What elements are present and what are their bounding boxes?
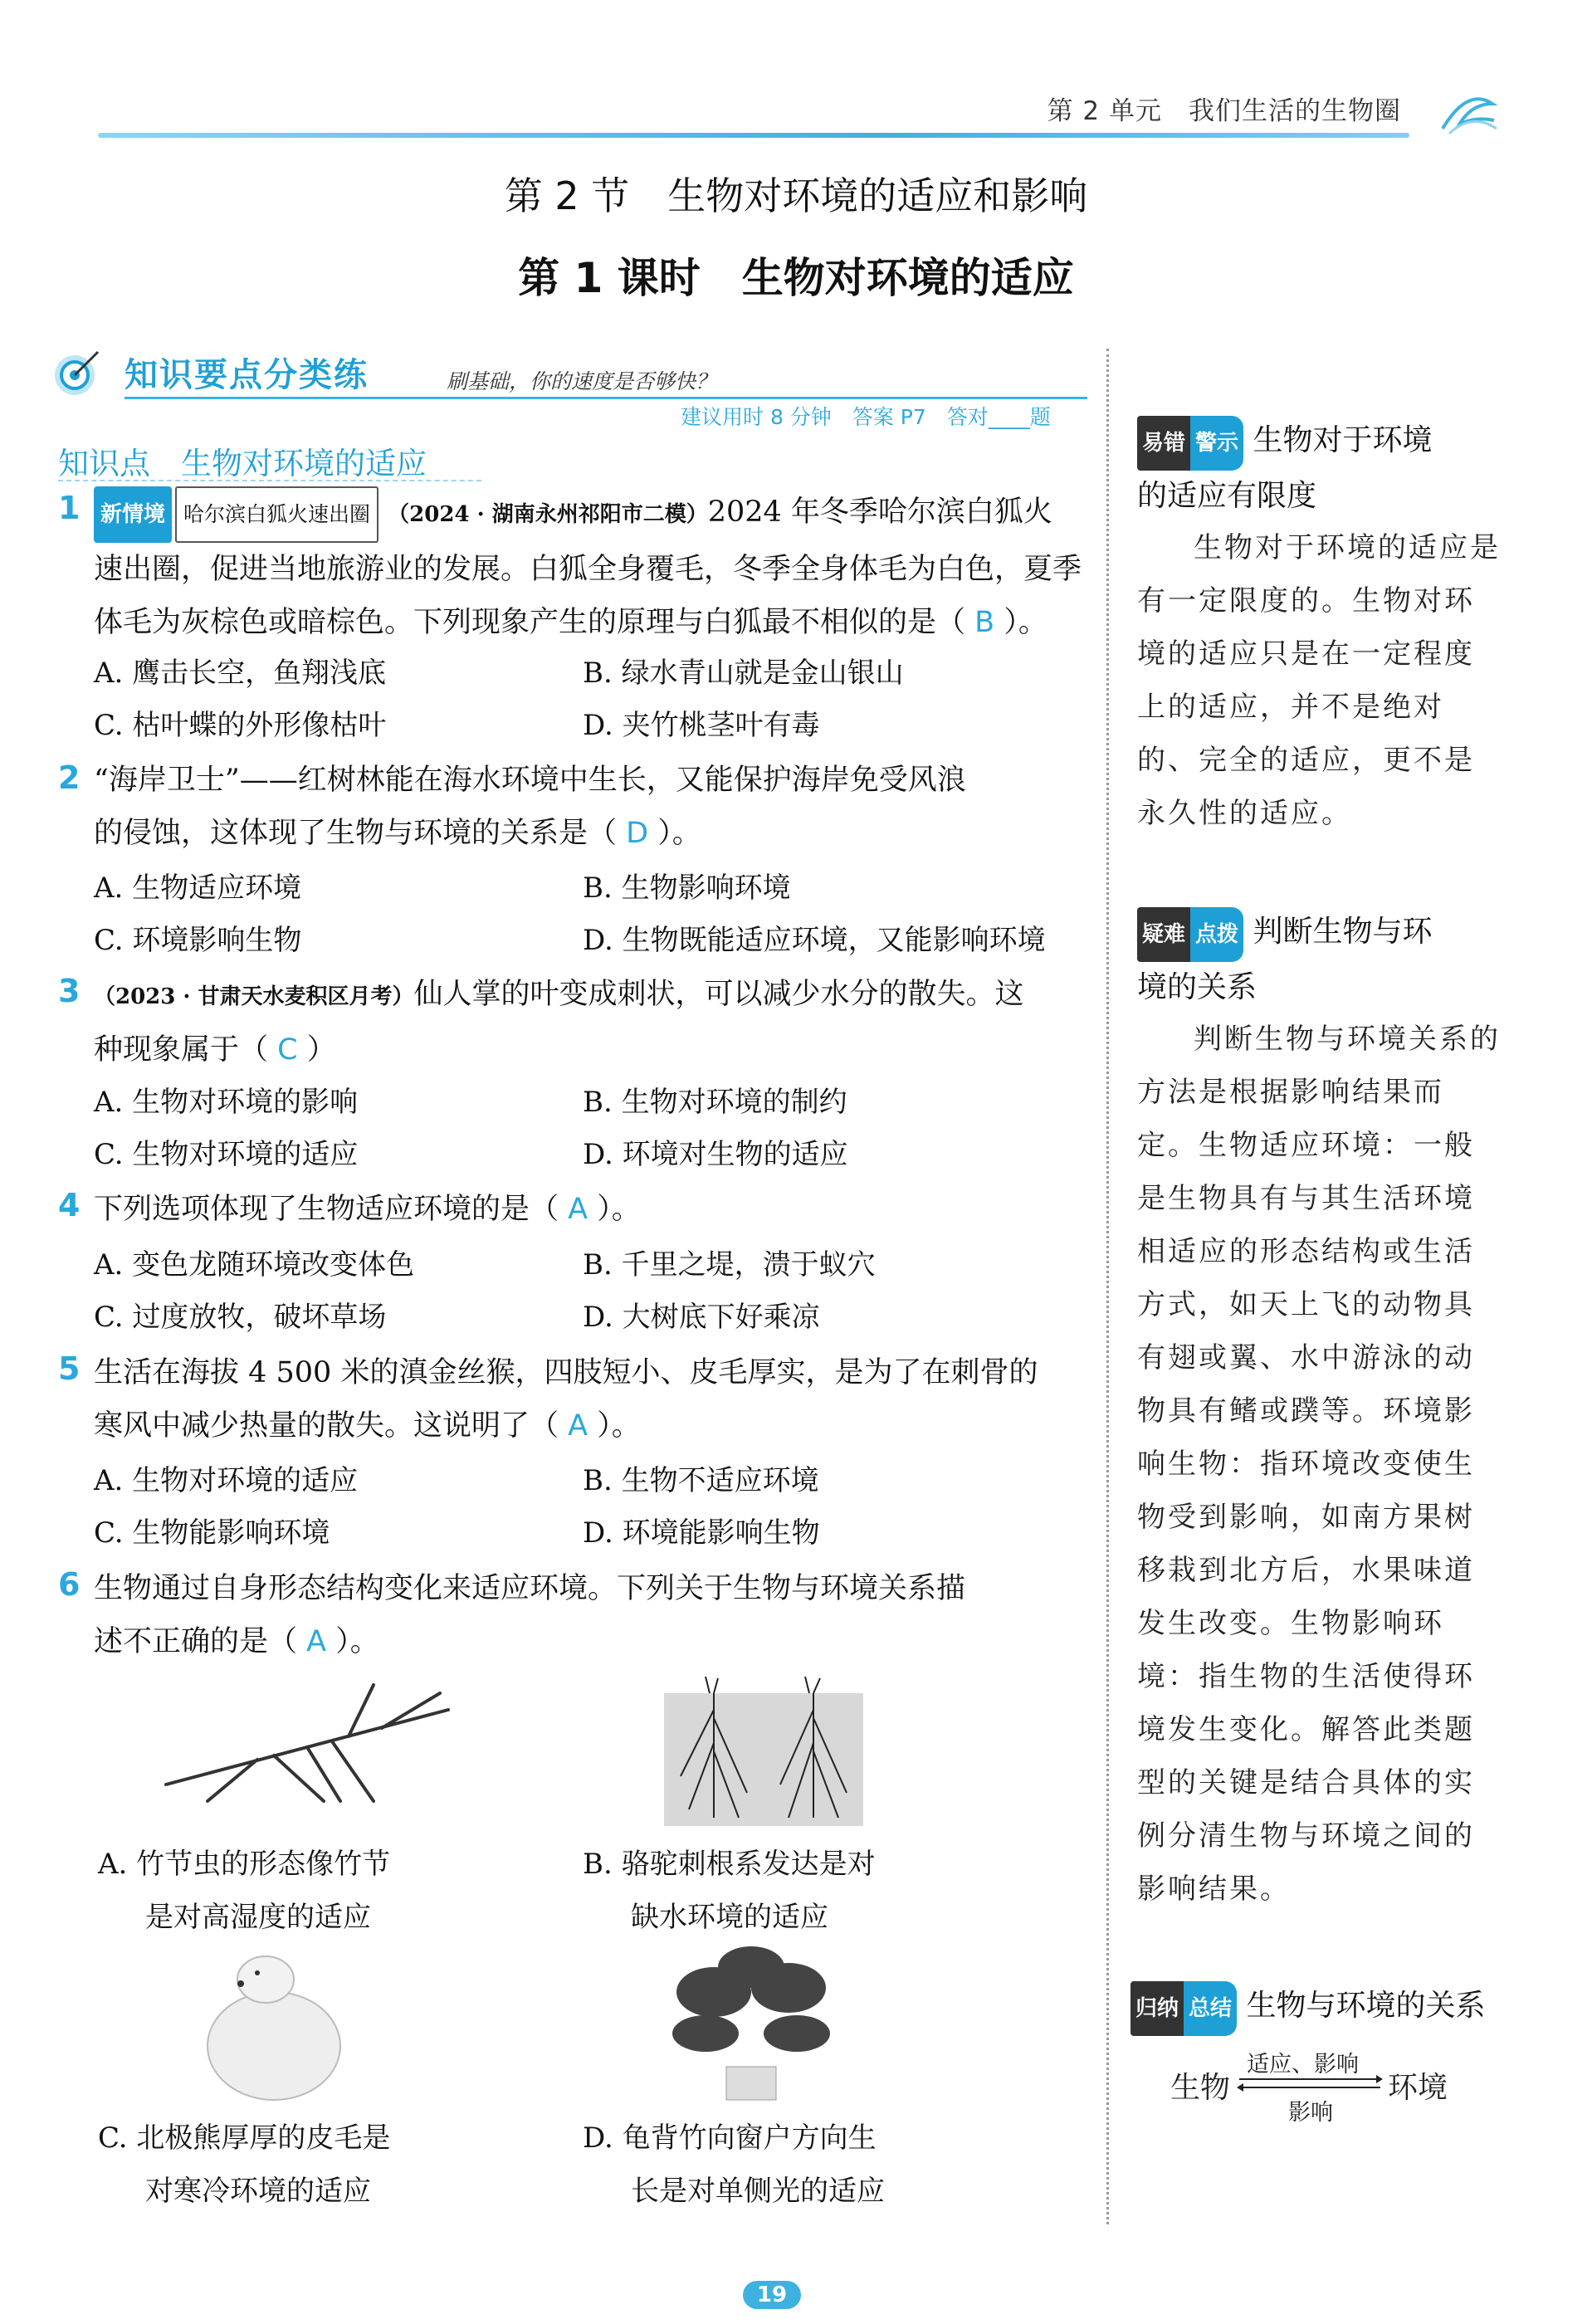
stem-line: 种现象属于（ (94, 1033, 269, 1067)
tag-part: 点拨 (1190, 907, 1243, 962)
sidebar-tag (1131, 1981, 1237, 2036)
question-5-stem (94, 1346, 1131, 1452)
target-icon (51, 349, 101, 398)
sidebar-title: 判断生物与环 (1253, 915, 1433, 949)
column-divider (1106, 349, 1109, 2224)
question-number: 4 (58, 1187, 81, 1223)
banner-rule (125, 397, 1087, 399)
question-4-stem (94, 1183, 1131, 1236)
option-b: B. 生物影响环境 (583, 872, 791, 905)
answer: A (306, 1625, 327, 1658)
option-d-line-2: 长是对单侧光的适应 (631, 2175, 885, 2208)
option-b: B. 绿水青山就是金山银山 (583, 657, 904, 690)
option-d: D. 生物既能适应环境，又能影响环境 (583, 924, 1046, 957)
option-b: B. 生物不适应环境 (583, 1464, 819, 1497)
option-d: D. 龟背竹向窗户方向生 (583, 2121, 877, 2155)
sidebar-title: 生物与环境的关系 (1246, 1989, 1486, 2023)
option-a: A. 生物适应环境 (94, 872, 302, 905)
swirl-logo-icon (1434, 79, 1501, 145)
diagram-right: 环境 (1388, 2071, 1448, 2105)
banner-title: 知识要点分类练 (125, 356, 369, 394)
tag-part: 警示 (1190, 416, 1243, 471)
option-c: C. 环境影响生物 (94, 924, 302, 957)
stem-line: 生物通过自身形态结构变化来适应环境。下列关于生物与环境关系描 (94, 1572, 966, 1605)
sidebar-body: 生物对于环境的适应是有一定限度的。生物对环境的适应只是在一定程度上的适应，并不是绝对的、完全的适应，更不是永久性的适应。 (1137, 531, 1501, 830)
question-2-stem (94, 754, 1131, 860)
banner-meta: 建议用时 8 分钟 答案 P7 答对____题 (681, 405, 1051, 429)
sidebar-title: 生物对于环境 (1253, 423, 1433, 457)
option-b: B. 千里之堤，溃于蚁穴 (583, 1248, 876, 1282)
relation-diagram (1170, 2046, 1502, 2126)
option-c: C. 生物对环境的适应 (94, 1138, 359, 1171)
lesson-title: 第 1 课时 生物对环境的适应 (518, 254, 1074, 302)
polar-bear-image (174, 1946, 357, 2104)
topic-tag: 哈尔滨白狐火速出圈 (175, 486, 378, 543)
option-d: D. 大树底下好乘凉 (583, 1301, 820, 1334)
answer: A (568, 1409, 588, 1443)
sidebar-tag (1137, 907, 1243, 962)
answer: B (974, 606, 995, 639)
option-d: D. 环境对生物的适应 (583, 1138, 848, 1171)
camel-thorn-roots-image (664, 1677, 863, 1826)
banner-subtitle: 刷基础，你的速度是否够快？ (447, 369, 717, 393)
stem-line: 生活在海拔 4 500 米的滇金丝猴，四肢短小、皮毛厚实，是为了在刺骨的 (94, 1356, 1038, 1389)
option-a: A. 变色龙随环境改变体色 (94, 1248, 415, 1282)
monstera-plant-image (664, 1942, 838, 2108)
question-number: 1 (58, 490, 81, 526)
unit-header: 第 2 单元 我们生活的生物圈 (1047, 96, 1401, 126)
option-c-line-2: 对寒冷环境的适应 (145, 2175, 371, 2208)
question-number: 3 (58, 973, 81, 1009)
new-context-tag: 新情境 (94, 486, 172, 543)
sidebar-note-3 (1131, 1980, 1521, 2036)
stem-line: 述不正确的是（ (94, 1625, 298, 1658)
stem-end: ）。 (335, 1625, 379, 1658)
stem-line: 体毛为灰棕色或暗棕色。下列现象产生的原理与白狐最不相似的是（ (94, 606, 966, 639)
stem-end: ）。 (657, 817, 701, 850)
option-c: C. 枯叶蝶的外形像枯叶 (94, 709, 387, 742)
option-c: C. 过度放牧，破坏草场 (94, 1301, 387, 1334)
question-number: 5 (58, 1350, 81, 1387)
sidebar-body: 判断生物与环境关系的方法是根据影响结果而定。生物适应环境：一般是生物具有与其生活环境相适应的形态结构或生活方式，如天上飞的动物具有翅或翼、水中游泳的动物具有鳍或蹼等。环境影响生物：指环境改变使生物受到影响，如南方果树移栽到北方后，水果味道发生改变。生物影响环境：指生物的生活使得环境发生变化。解答此类题型的关键是结合具体的实例分清生物与环境之间的影响结果。 (1137, 1023, 1501, 1906)
knowledge-point-rule (58, 480, 481, 483)
option-a: A. 竹节虫的形态像竹节 (98, 1848, 391, 1881)
question-1-stem (94, 486, 1131, 649)
stem-line: 下列选项体现了生物适应环境的是（ (94, 1193, 559, 1226)
sidebar-note-1 (1137, 415, 1527, 522)
option-a-line-2: 是对高湿度的适应 (145, 1901, 371, 1934)
stem-line: 寒风中减少热量的散失。这说明了（ (94, 1409, 559, 1443)
diagram-bottom-label: 影响 (1288, 2100, 1333, 2126)
stem-end: ）。 (597, 1409, 641, 1443)
stem-line: 速出圈，促进当地旅游业的发展。白狐全身覆毛，冬季全身体毛为白色，夏季 (94, 553, 1082, 586)
sidebar-note-2 (1137, 906, 1527, 1013)
stem-end: ） (306, 1033, 336, 1067)
stem-line: 2024 年冬季哈尔滨白狐火 (707, 496, 1052, 529)
option-d: D. 环境能影响生物 (583, 1516, 820, 1550)
option-b: B. 生物对环境的制约 (583, 1086, 847, 1119)
header-rule (98, 133, 1409, 138)
stem-line: 的侵蚀，这体现了生物与环境的关系是（ (94, 817, 618, 850)
option-c: C. 北极熊厚厚的皮毛是 (98, 2121, 391, 2155)
diagram-left: 生物 (1170, 2071, 1231, 2105)
knowledge-point-heading: 知识点 生物对环境的适应 (58, 446, 427, 481)
option-a: A. 生物对环境的适应 (94, 1464, 359, 1497)
question-6-stem (94, 1562, 1131, 1668)
question-3-stem (94, 968, 1131, 1077)
double-arrow-icon (1235, 2071, 1384, 2096)
stem-end: ）。 (597, 1193, 641, 1226)
option-c: C. 生物能影响环境 (94, 1516, 330, 1550)
question-number: 6 (58, 1566, 81, 1603)
sidebar-title-line-2: 的适应有限度 (1137, 479, 1317, 513)
section-title: 第 2 节 生物对环境的适应和影响 (504, 173, 1088, 218)
tag-part: 总结 (1184, 1981, 1237, 2036)
tag-part: 疑难 (1137, 907, 1190, 962)
diagram-top-label: 适应、影响 (1247, 2052, 1359, 2077)
stick-insect-image (133, 1677, 465, 1809)
answer: C (277, 1033, 298, 1067)
option-a: A. 鹰击长空，鱼翔浅底 (94, 657, 387, 690)
option-a: A. 生物对环境的影响 (94, 1086, 359, 1119)
question-source: （2024 · 湖南永州祁阳市二模） (388, 502, 708, 527)
option-b: B. 骆驼刺根系发达是对 (583, 1848, 876, 1881)
sidebar-title-line-2: 境的关系 (1137, 970, 1257, 1004)
answer: D (626, 817, 649, 850)
page-number: 19 (743, 2281, 801, 2309)
stem-line: 仙人掌的叶变成刺状，可以减少水分的散失。这 (413, 978, 1024, 1011)
answer: A (568, 1193, 588, 1226)
question-source: （2023 · 甘肃天水麦积区月考） (94, 984, 414, 1009)
question-number: 2 (58, 759, 81, 796)
option-d: D. 夹竹桃茎叶有毒 (583, 709, 820, 742)
option-b-line-2: 缺水环境的适应 (631, 1901, 828, 1934)
tag-part: 易错 (1137, 416, 1190, 471)
sidebar-tag (1137, 416, 1243, 471)
stem-end: ）。 (1004, 606, 1047, 639)
stem-line: “海岸卫士”——红树林能在海水环境中生长，又能保护海岸免受风浪 (94, 764, 966, 797)
tag-part: 归纳 (1131, 1981, 1184, 2036)
